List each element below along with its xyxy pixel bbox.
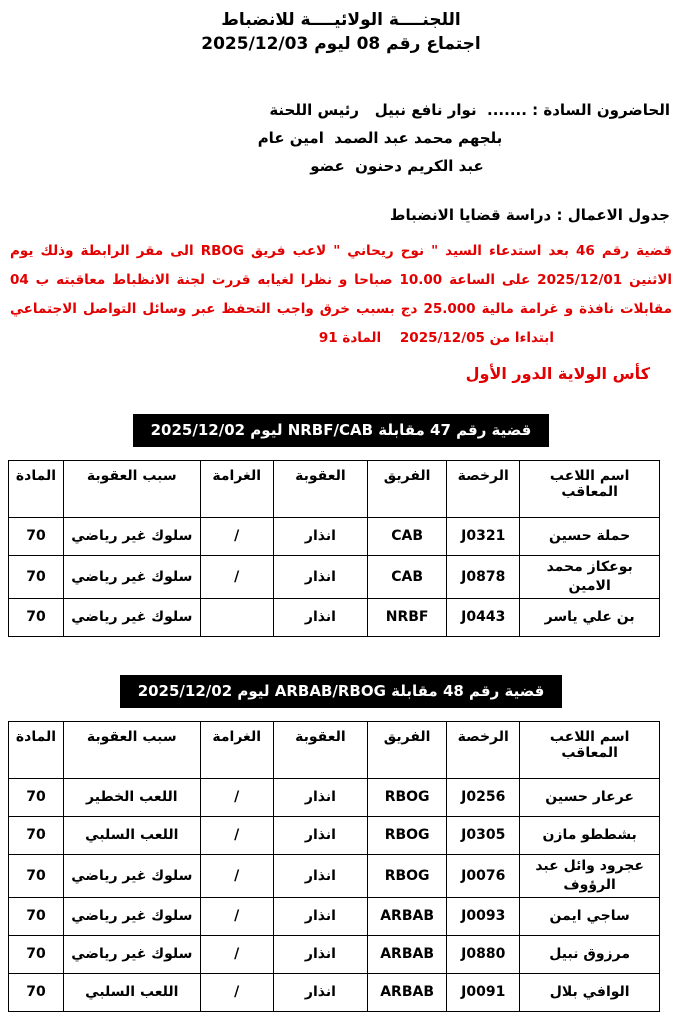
attendees-block	[0, 96, 682, 180]
column-header: سبب العقوبة	[63, 722, 200, 779]
table-cell: سلوك غير رياضي	[63, 518, 200, 556]
table-cell: CAB	[368, 518, 447, 556]
column-header: الفريق	[368, 461, 447, 518]
table-row	[9, 556, 660, 599]
table-cell: انذار	[273, 898, 367, 936]
table-cell: بشططو مازن	[520, 817, 660, 855]
table-cell: 70	[9, 974, 64, 1012]
table-cell: /	[200, 974, 273, 1012]
table-header-row	[9, 461, 660, 518]
case-47-section	[0, 414, 682, 637]
document-header	[0, 0, 682, 56]
table-cell: /	[200, 779, 273, 817]
table-cell: J0091	[447, 974, 520, 1012]
table-cell: 70	[9, 556, 64, 599]
table-cell: J0305	[447, 817, 520, 855]
table-cell	[200, 599, 273, 637]
table-cell: J0093	[447, 898, 520, 936]
table-cell: 70	[9, 817, 64, 855]
table-cell: بن علي ياسر	[520, 599, 660, 637]
column-header: اسم اللاعب المعاقب	[520, 722, 660, 779]
attendee-president-line: الحاضرون السادة : ....... نوار نافع نبيل رئيس اللحنة	[269, 101, 670, 119]
table-cell: انذار	[273, 936, 367, 974]
column-header: الغرامة	[200, 461, 273, 518]
table-cell: انذار	[273, 518, 367, 556]
table-cell: /	[200, 817, 273, 855]
column-header: المادة	[9, 461, 64, 518]
table-cell: سلوك غير رياضي	[63, 599, 200, 637]
table-cell: سلوك غير رياضي	[63, 556, 200, 599]
table-cell: CAB	[368, 556, 447, 599]
table-cell: /	[200, 518, 273, 556]
table-cell: J0321	[447, 518, 520, 556]
column-header: الغرامة	[200, 722, 273, 779]
table-row	[9, 898, 660, 936]
table-cell: عجرود وائل عبد الرؤوف	[520, 855, 660, 898]
table-cell: انذار	[273, 599, 367, 637]
table-cell: انذار	[273, 779, 367, 817]
table-cell: RBOG	[368, 779, 447, 817]
case-46-line-3: مقابلات نافذة و غرامة مالية 25.000 دج بسبب خرق واجب التحفظ عبر وسائل التواصل الاجتماعي	[10, 301, 672, 317]
table-cell: اللعب الخطير	[63, 779, 200, 817]
column-header: الفريق	[368, 722, 447, 779]
table-cell: سلوك غير رياضي	[63, 855, 200, 898]
table-cell: اللعب السلبي	[63, 974, 200, 1012]
table-cell: ساجي ايمن	[520, 898, 660, 936]
table-cell: عرعار حسين	[520, 779, 660, 817]
table-cell: /	[200, 855, 273, 898]
table-row	[9, 936, 660, 974]
column-header: العقوبة	[273, 461, 367, 518]
table-cell: J0256	[447, 779, 520, 817]
meeting-number-line: اجتماع رقم 08 ليوم 2025/12/03	[201, 34, 481, 54]
table-cell: مرزوق نبيل	[520, 936, 660, 974]
table-row	[9, 518, 660, 556]
attendee-member-line: عبد الكريم دحنون عضو	[310, 157, 484, 175]
committee-title: اللجنــــة الولائيــــة للانضباط	[221, 10, 461, 30]
table-cell: 70	[9, 936, 64, 974]
table-cell: انذار	[273, 556, 367, 599]
case-47-banner: قضية رقم 47 مقابلة NRBF/CAB ليوم 2025/12/02	[133, 414, 550, 447]
column-header: العقوبة	[273, 722, 367, 779]
agenda-line: جدول الاعمال : دراسة قضايا الانضباط	[389, 206, 670, 224]
table-cell: سلوك غير رياضي	[63, 898, 200, 936]
table-cell: اللعب السلبي	[63, 817, 200, 855]
case-46-line-1: قضية رقم 46 بعد استدعاء السيد " نوح ريحاني " لاعب فريق RBOG الى مقر الرابطة وذلك يوم	[10, 243, 673, 259]
table-row	[9, 974, 660, 1012]
column-header: المادة	[9, 722, 64, 779]
column-header: اسم اللاعب المعاقب	[520, 461, 660, 518]
table-row	[9, 779, 660, 817]
table-cell: 70	[9, 855, 64, 898]
case-48-section	[0, 675, 682, 1012]
table-cell: /	[200, 556, 273, 599]
attendee-secretary-line: بلجهم محمد عبد الصمد امين عام	[257, 129, 503, 147]
column-header: الرخصة	[447, 461, 520, 518]
table-cell: بوعكاز محمد الامين	[520, 556, 660, 599]
table-cell: 70	[9, 898, 64, 936]
table-cell: انذار	[273, 974, 367, 1012]
table-cell: J0880	[447, 936, 520, 974]
table-row	[9, 599, 660, 637]
table-cell: J0443	[447, 599, 520, 637]
table-cell: J0076	[447, 855, 520, 898]
table-cell: 70	[9, 518, 64, 556]
table-cell: انذار	[273, 817, 367, 855]
case-46-line-4: ابتداءا من 2025/12/05 المادة 91	[318, 330, 554, 346]
case-46-paragraph	[0, 237, 682, 353]
table-row	[9, 855, 660, 898]
table-cell: ARBAB	[368, 936, 447, 974]
table-cell: الوافي بلال	[520, 974, 660, 1012]
case-46-line-2: الاثنين 2025/12/01 على الساعة 10.00 صباحا و نظرا لغيابه قررت لجنة الانظباط معاقبته ب 04	[10, 272, 672, 288]
table-cell: RBOG	[368, 855, 447, 898]
column-header: الرخصة	[447, 722, 520, 779]
table-cell: J0878	[447, 556, 520, 599]
table-cell: ARBAB	[368, 898, 447, 936]
table-cell: RBOG	[368, 817, 447, 855]
table-cell: انذار	[273, 855, 367, 898]
case-48-sanctions-table	[8, 721, 660, 1012]
table-cell: 70	[9, 599, 64, 637]
table-cell: حملة حسين	[520, 518, 660, 556]
table-cell: 70	[9, 779, 64, 817]
table-cell: ARBAB	[368, 974, 447, 1012]
table-row	[9, 817, 660, 855]
case-48-banner: قضية رقم 48 مقابلة ARBAB/RBOG ليوم 2025/12/02	[120, 675, 563, 708]
table-header-row	[9, 722, 660, 779]
table-cell: سلوك غير رياضي	[63, 936, 200, 974]
cup-round-title: كأس الولاية الدور الأول	[465, 364, 650, 383]
table-cell: NRBF	[368, 599, 447, 637]
case-47-sanctions-table	[8, 460, 660, 637]
column-header: سبب العقوبة	[63, 461, 200, 518]
table-cell: /	[200, 936, 273, 974]
table-cell: /	[200, 898, 273, 936]
